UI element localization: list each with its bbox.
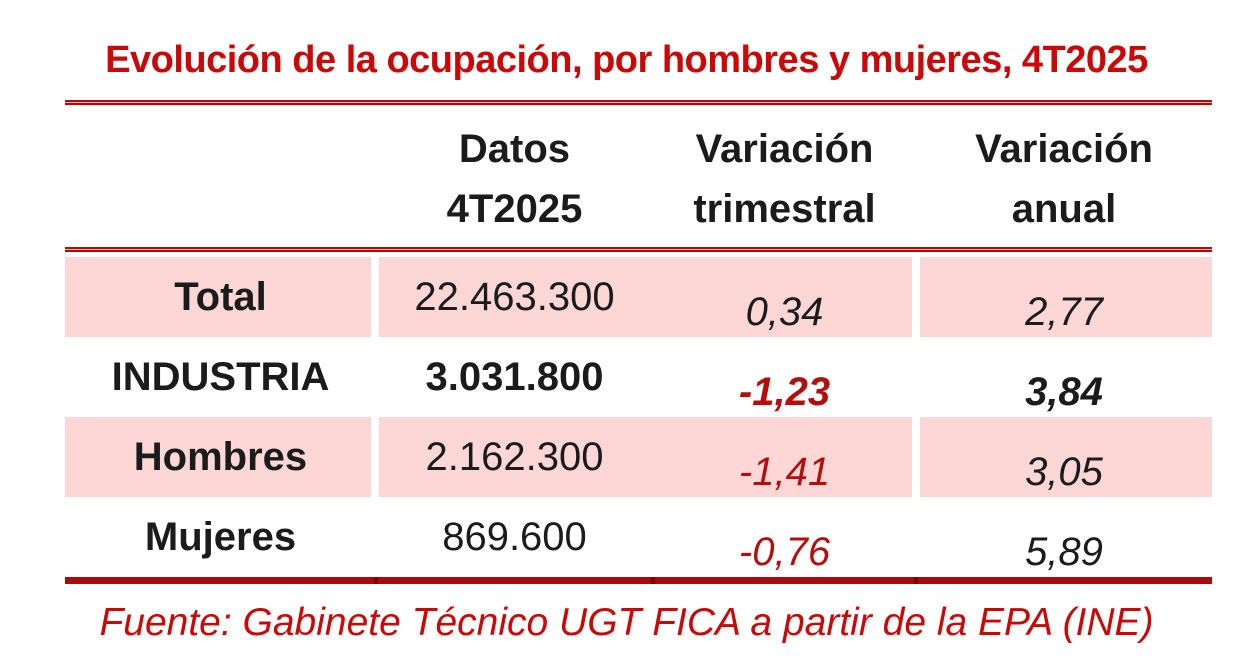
row-label-hombres: Hombres: [133, 434, 308, 479]
variacion-anual-industria: 3,84: [1025, 369, 1103, 414]
table-row-mujeres: [65, 497, 1212, 577]
table-row-total: [65, 257, 1212, 337]
header-cell-variacion-anual: [916, 105, 1212, 247]
header-var-anual-line1: Variación: [975, 127, 1153, 171]
divider-bottom: [65, 577, 1212, 584]
variacion-anual-hombres: 3,05: [1025, 449, 1103, 494]
header-var-trimestral-line2: trimestral: [693, 187, 876, 231]
table-header-row: [65, 105, 1212, 247]
variacion-trimestral-mujeres: -0,76: [738, 529, 831, 574]
header-var-anual-line2: anual: [1011, 187, 1117, 231]
table-row-hombres: [65, 417, 1212, 497]
table-row-industria: [65, 337, 1212, 417]
datos-value-hombres: 2.162.300: [425, 434, 604, 479]
header-cell-datos: [376, 105, 653, 247]
datos-value-total: 22.463.300: [414, 274, 615, 319]
row-label-total: Total: [174, 274, 267, 319]
page-title: Evolución de la ocupación, por hombres y mujeres, 4T2025: [105, 39, 1148, 81]
variacion-trimestral-hombres: -1,41: [738, 449, 831, 494]
divider-header: [65, 247, 1212, 252]
variacion-anual-total: 2,77: [1025, 289, 1103, 334]
row-label-mujeres: Mujeres: [144, 514, 297, 559]
header-datos-line1: Datos: [458, 127, 571, 171]
header-cell-empty: [65, 105, 376, 247]
variacion-trimestral-industria: -1,23: [738, 369, 831, 414]
datos-value-mujeres: 869.600: [442, 514, 587, 559]
datos-value-industria: 3.031.800: [425, 354, 604, 399]
variacion-anual-mujeres: 5,89: [1025, 529, 1103, 574]
header-datos-line2: 4T2025: [446, 187, 583, 231]
header-var-trimestral-line1: Variación: [695, 127, 874, 171]
row-label-industria: INDUSTRIA: [111, 354, 330, 399]
header-cell-variacion-trimestral: [653, 105, 916, 247]
source-note: Fuente: Gabinete Técnico UGT FICA a partir de la EPA (INE): [99, 601, 1154, 644]
variacion-trimestral-total: 0,34: [745, 289, 824, 334]
